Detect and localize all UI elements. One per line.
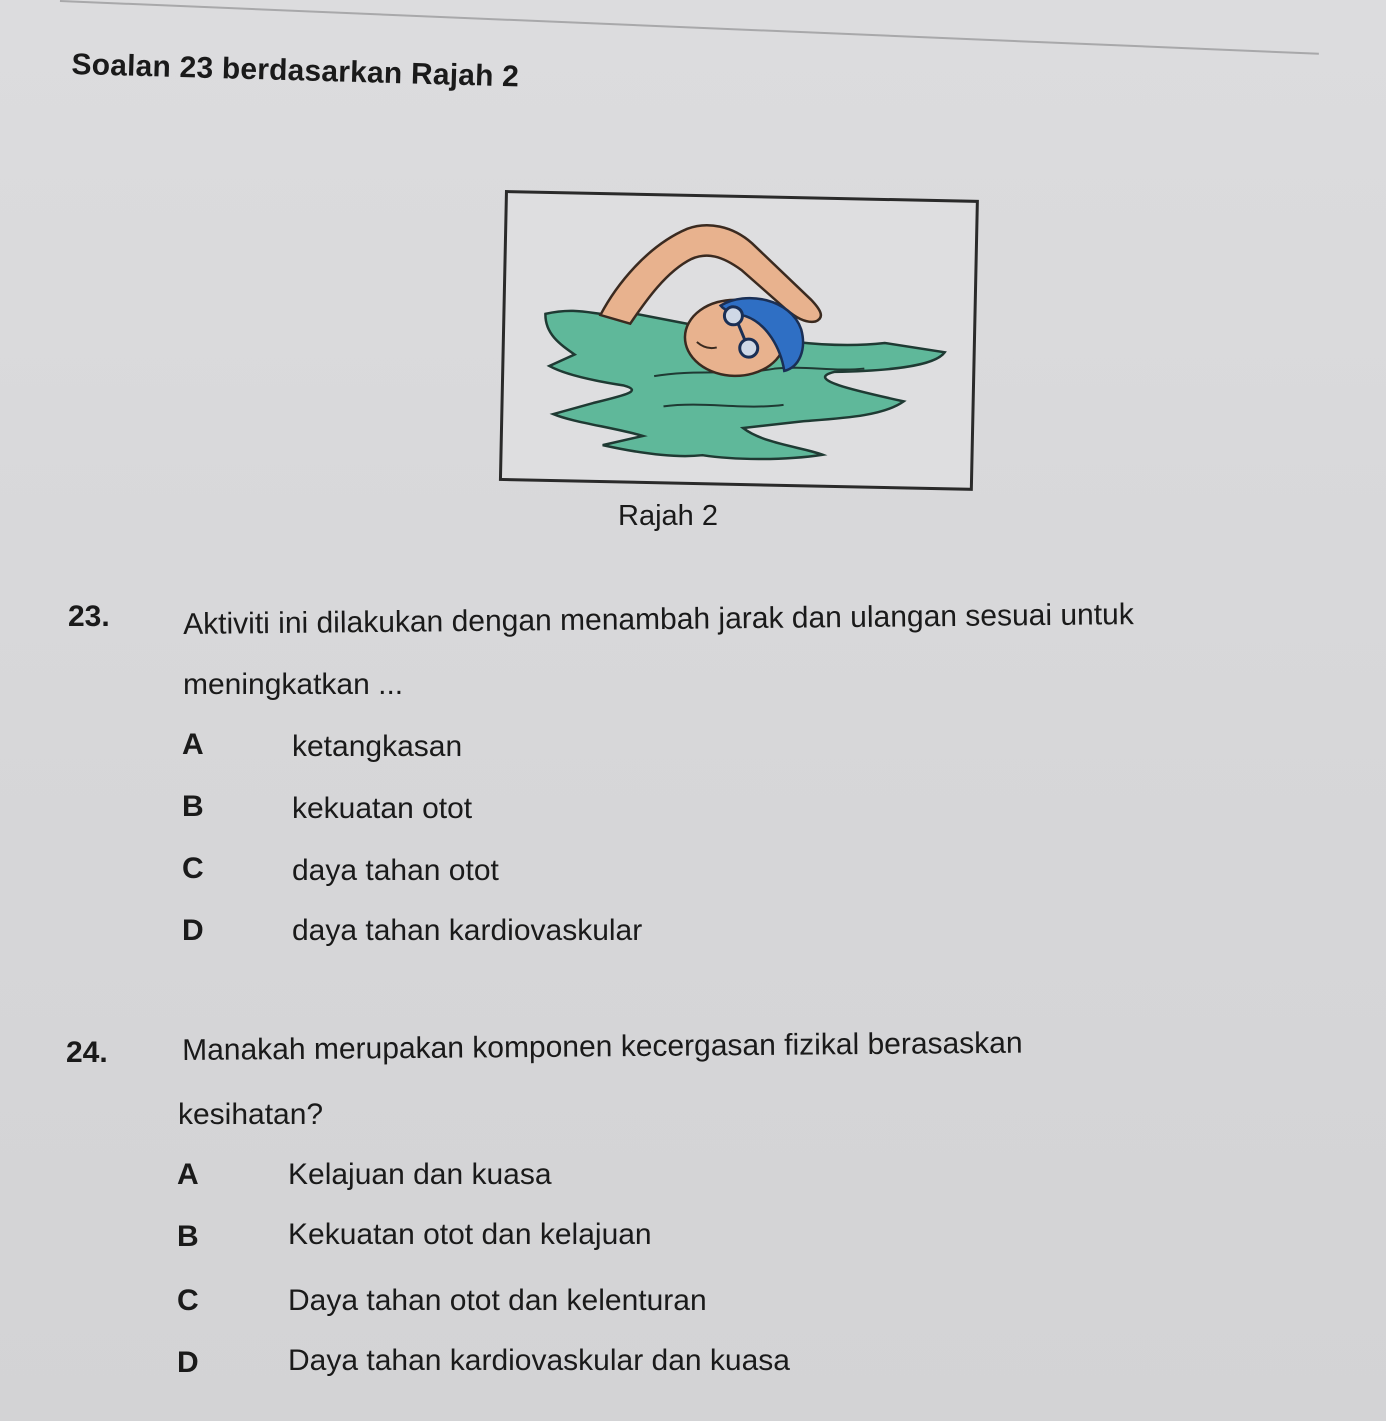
q24-option-d-letter[interactable]: D xyxy=(177,1346,199,1379)
q23-option-d-letter[interactable]: D xyxy=(182,914,204,947)
q24-option-d-text[interactable]: Daya tahan kardiovaskular dan kuasa xyxy=(288,1344,790,1377)
q23-option-d-text[interactable]: daya tahan kardiovaskular xyxy=(292,914,643,947)
q23-option-b-text[interactable]: kekuatan otot xyxy=(292,792,473,825)
section-heading: Soalan 23 berdasarkan Rajah 2 xyxy=(71,48,520,94)
q23-option-a-letter[interactable]: A xyxy=(182,728,204,761)
q23-option-a-text[interactable]: ketangkasan xyxy=(292,730,463,763)
q24-option-a-letter[interactable]: A xyxy=(177,1158,199,1191)
q23-option-c-letter[interactable]: C xyxy=(182,852,204,885)
swimmer-icon xyxy=(502,193,976,488)
q24-option-c-letter[interactable]: C xyxy=(177,1284,199,1317)
q24-option-b-text[interactable]: Kekuatan otot dan kelajuan xyxy=(288,1218,652,1251)
question-24-text-line2: kesihatan? xyxy=(178,1098,324,1131)
question-23-number: 23. xyxy=(68,600,110,633)
q23-option-c-text[interactable]: daya tahan otot xyxy=(292,854,499,887)
q23-option-b-letter[interactable]: B xyxy=(182,790,204,823)
question-23-text-line1: Aktiviti ini dilakukan dengan menambah jarak dan ulangan sesuai untuk xyxy=(183,598,1134,641)
q24-option-c-text[interactable]: Daya tahan otot dan kelenturan xyxy=(288,1284,707,1317)
question-24-number: 24. xyxy=(66,1036,108,1069)
q24-option-b-letter[interactable]: B xyxy=(177,1220,199,1253)
question-24-text-line1: Manakah merupakan komponen kecergasan fizikal berasaskan xyxy=(182,1026,1023,1067)
figure-caption: Rajah 2 xyxy=(618,500,718,532)
question-23-text-line2: meningkatkan ... xyxy=(183,668,404,701)
q24-option-a-text[interactable]: Kelajuan dan kuasa xyxy=(288,1158,552,1191)
figure-rajah-2 xyxy=(499,190,979,491)
